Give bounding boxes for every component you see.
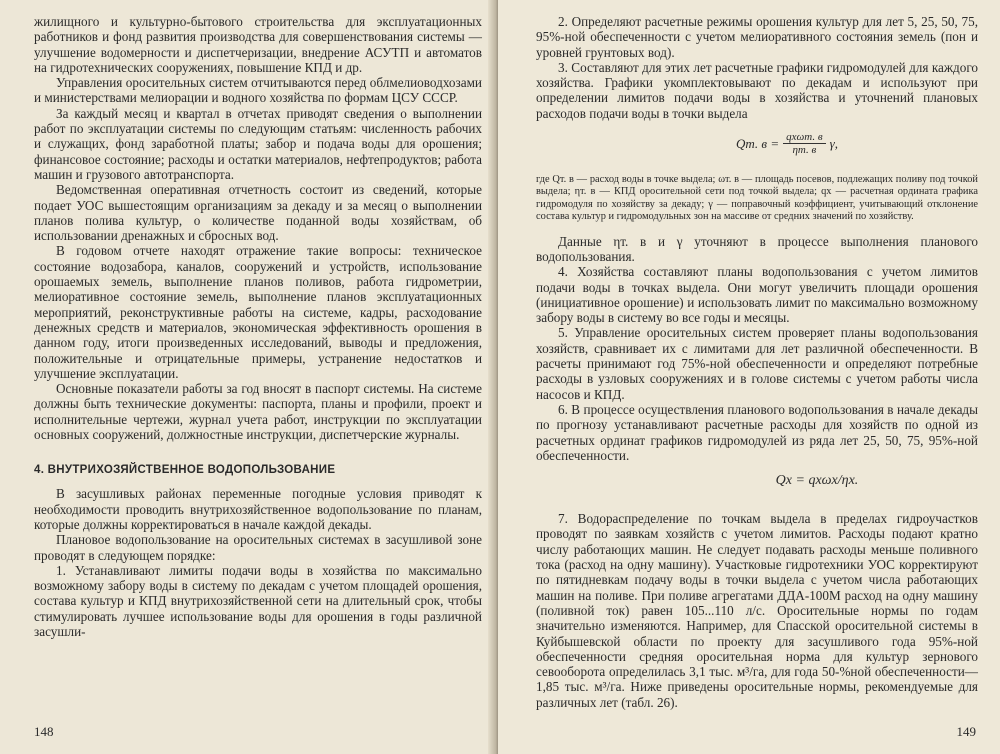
section-heading: 4. ВНУТРИХОЗЯЙСТВЕННОЕ ВОДОПОЛЬЗОВАНИЕ	[34, 464, 336, 477]
paragraph: 5. Управление оросительных систем проверяет планы водопользования хозяйств, сравнивает их с лимитами для лет различной обеспеченности. В расчеты принимают год 75%-ной обеспеченности и определяют потребные расходы в узловых сооружениях и в голове системы с учетом работы числа насосов и КПД.	[536, 325, 978, 402]
formula-rhs: γ,	[829, 135, 838, 151]
right-page	[498, 0, 1000, 754]
formula-fraction	[783, 131, 826, 156]
paragraph: Ведомственная оперативная отчетность состоит из сведений, которые подает УОС вышестоящим организациям за декаду и за месяц о выполнении планов полива культур, о количестве поданной воды хозяйствам, об использовании дренажных и сбросных вод.	[34, 182, 482, 244]
paragraph: За каждый месяц и квартал в отчетах приводят сведения о выполнении работ по эксплуатации системы по следующим статьям: численность рабочих и служащих, фонд заработной платы; забор и подача воды для орошения; финансовое состояние; расходы и остатки материалов, нефтепродуктов; работа машин и грузового автотранспорта.	[34, 105, 482, 182]
formula-numerator: qxωт. в	[783, 131, 826, 144]
paragraph: 3. Составляют для этих лет расчетные графики гидромодулей для каждого хозяйства. Графики укомплектовывают по декадам и используют при определении лимитов подачи воды в хозяйства и уточнений плановых расходов подачи воды в точки выдела	[536, 59, 978, 121]
formula-discharge	[596, 131, 978, 156]
paragraph: Основные показатели работы за год вносят в паспорт системы. На системе должны быть технические документы: паспорта, планы и профили, проект и исполнительные чертежи, журнал учета работ, инструкции по эксплуатации основных сооружений, должностные инструкции, диспетчерские журналы.	[34, 381, 482, 443]
paragraph: 4. Хозяйства составляют планы водопользования с учетом лимитов подачи воды в точках выдела. Они могут увеличить площади орошения (инициативное орошение) и использовать лимит по максимально возможному забору воды в систему во все годы и месяцы.	[536, 264, 978, 326]
page-number: 148	[34, 724, 54, 739]
paragraph: Плановое водопользование на оросительных системах в засушливой зоне проводят в следующем порядке:	[34, 532, 482, 563]
formula-legend	[536, 174, 978, 224]
paragraph: Данные ηт. в и γ уточняют в процессе выполнения планового водопользования.	[536, 233, 978, 264]
paragraph: В годовом отчете находят отражение такие вопросы: техническое состояние водозабора, каналов, сооружений и устройств, использование орошаемых земель, выполнение планов поливов, работа гидрометрии, мелиоративное состояние земель, выполнение планов эксплуатационных мероприятий, реконструктивные работы на системе, кадры, расходование денежных средств и материалов, экономическая эффективность орошения в данном году, итоги произведенных исследований, выводы и предложения, положительные и отрицательные примеры, устранение недостатков и улучшение эксплуатации.	[34, 243, 482, 381]
legend-text: где Qт. в — расход воды в точке выдела; ωт. в — площадь посевов, подлежащих поливу под точкой выдела; ηт. в — КПД оросительной сети под точкой выдела; qx — расчетная ордината графика гидромодуля по хозяйству за декаду; γ — поправочный коэффициент, учитывающий отклонение состава культур и гидромодульных зон на массиве от средних значений по хозяйству.	[536, 174, 978, 223]
paragraph: 2. Определяют расчетные режимы орошения культур для лет 5, 25, 50, 75, 95%-ной обеспеченности с учетом мелиоративного состояния земель (пон и уровней грунтовых вод).	[536, 14, 978, 60]
paragraph: жилищного и культурно-бытового строительства для эксплуатационных работников и фонд развития производства для совершенствования системы — улучшение водомерности и диспетчеризации, внедрение АСУТП и автоматов на гидротехнических сооружениях, повышение КПД и др.	[34, 14, 482, 75]
paragraph: Управления оросительных систем отчитываются перед облмелиоводхозами и министерствами мелиорации и водного хозяйства по формам ЦСУ СССР.	[34, 75, 482, 106]
page-number: 149	[956, 724, 976, 739]
paragraph: 6. В процессе осуществления планового водопользования в начале декады по прогнозу устанавливают расчетные расходы для хозяйств по одной из расчетных ординат графиков гидромодулей из ряда лет 25, 50, 75, 95%-ной обеспеченности.	[536, 401, 978, 463]
formula-denominator: ηт. в	[792, 144, 817, 157]
paragraph: 7. Водораспределение по точкам выдела в пределах гидроучастков проводят по заявкам хозяйств с учетом лимитов. Расходы подают кратно числу работающих машин. Не следует подавать расходы меньше поливного тока (расход на одну машину). Участковые гидротехники УОС корректируют по пятидневкам подачу воды в точки выдела с учетом числа работающих машин на поливе. При поливе агрегатами ДДА-100М расход на одну машину (поливной ток) равен 105...110 л/с. Оросительные нормы по годам значительно изменяются. Например, для Спасской оросительной системы в Куйбышевской области по проекту для засушливого года 95%-ной обеспеченности средняя оросительная норма для культур зернового севооборота определилась 3,1 тыс. м³/га, для года 50-%ной обеспеченности— 1,85 тыс. м³/га. Ниже приведены оросительные нормы, рекомендуемые для различных лет (табл. 26).	[536, 511, 978, 710]
formula-estimated-discharge: Qx = qxωx/ηx.	[775, 473, 859, 489]
formula-lhs: Qт. в =	[736, 135, 780, 151]
left-page	[0, 0, 496, 754]
paragraph: 1. Устанавливают лимиты подачи воды в хозяйства по максимально возможному забору воды в систему по декадам с учетом площадей орошения, состава культур и КПД внутрихозяйственной сети на длительный срок, чтобы стимулировать лучшее использование воды для орошения в годы различной засушли-	[34, 562, 482, 639]
paragraph: В засушливых районах переменные погодные условия приводят к необходимости проводить внутрихозяйственное водопользование по планам, которые должны корректироваться в начале каждой декады.	[34, 486, 482, 532]
